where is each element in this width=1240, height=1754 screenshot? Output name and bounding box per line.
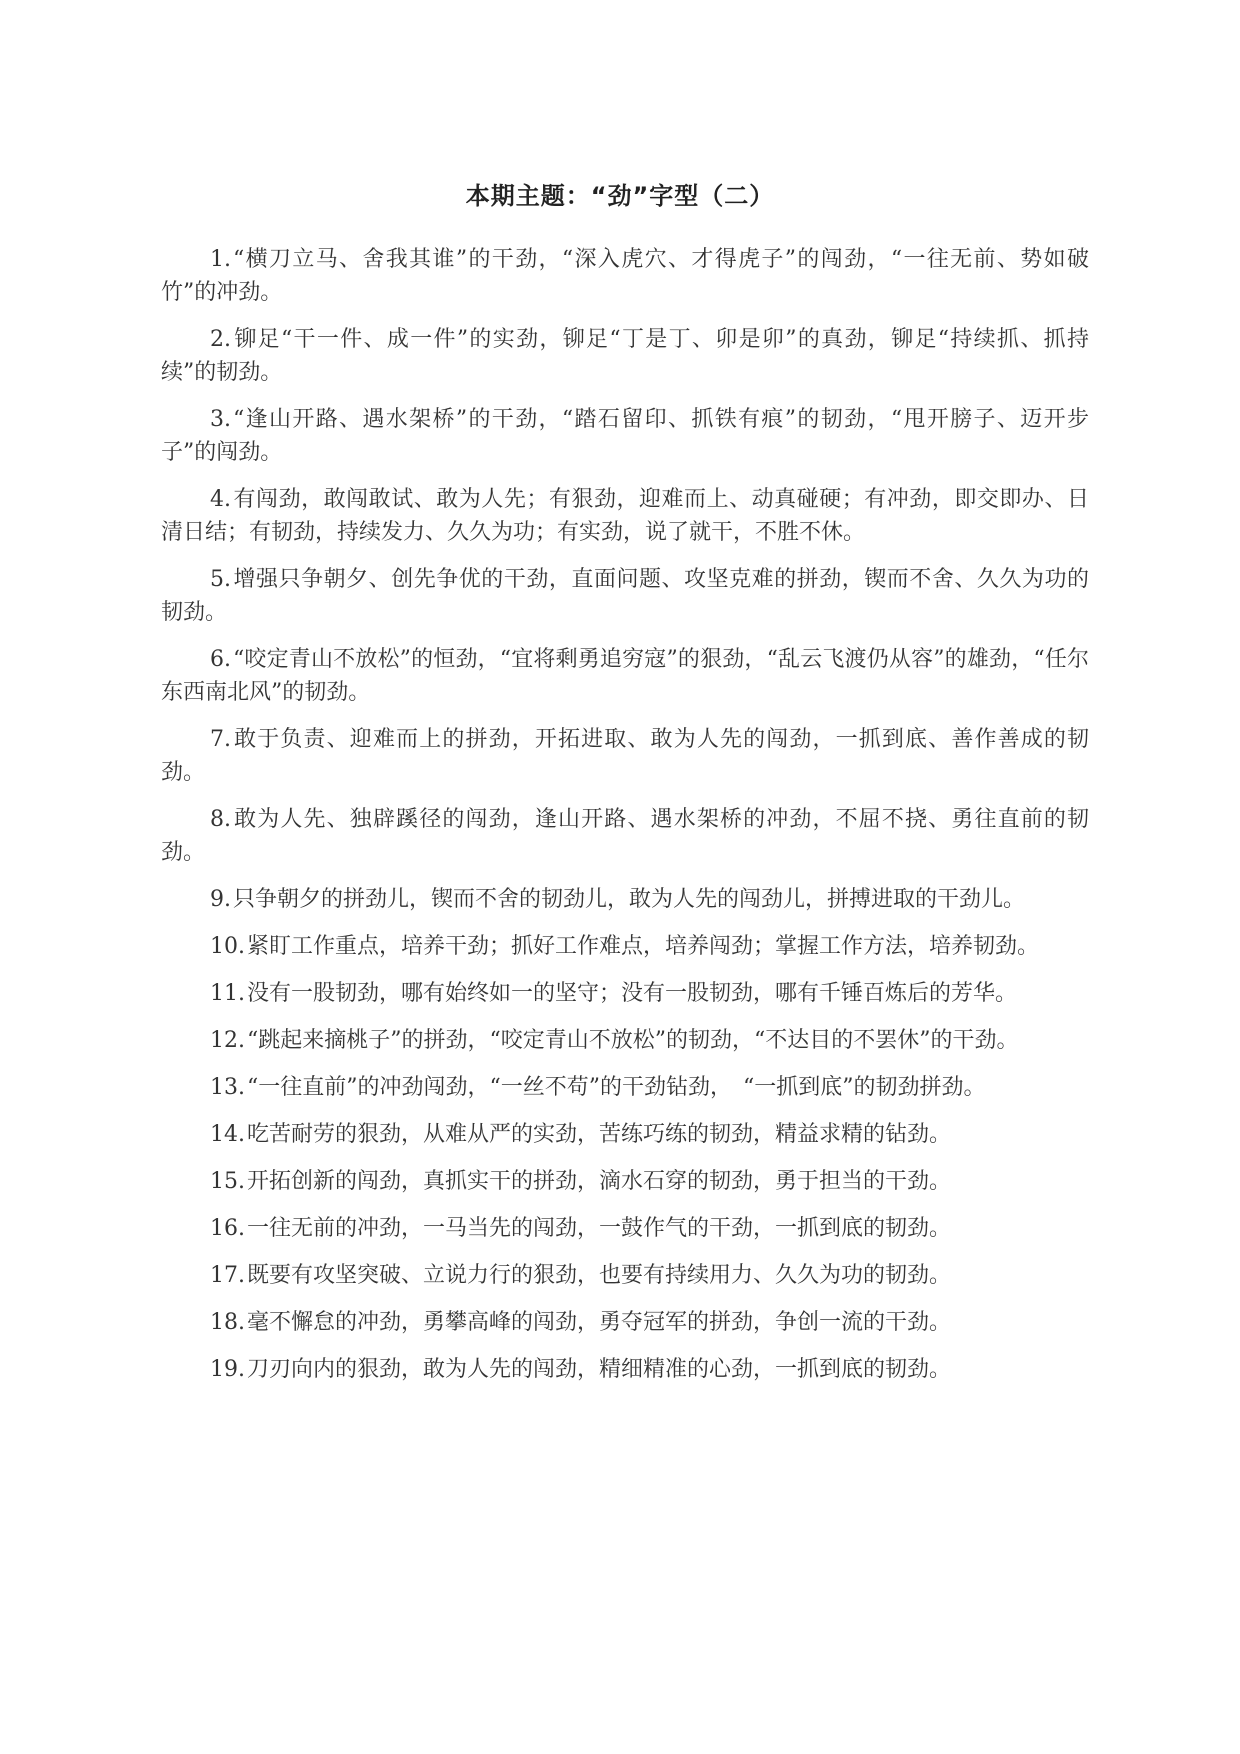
item-number: 18. xyxy=(210,1310,245,1335)
item-number: 5. xyxy=(210,567,231,592)
item-number: 12. xyxy=(210,1028,245,1053)
item-text: 紧盯工作重点，培养干劲；抓好工作难点，培养闯劲；掌握工作方法，培养韧劲。 xyxy=(247,934,1040,959)
item-number: 19. xyxy=(210,1357,245,1382)
list-item xyxy=(161,323,1089,389)
item-number: 13. xyxy=(210,1075,245,1100)
list-item xyxy=(161,803,1089,869)
item-number: 17. xyxy=(210,1263,245,1288)
item-text: 敢为人先、独辟蹊径的闯劲，逢山开路、遇水架桥的冲劲，不屈不挠、勇往直前的韧劲。 xyxy=(161,807,1089,865)
item-number: 4. xyxy=(210,487,231,512)
list-item xyxy=(161,723,1089,789)
item-text: 有闯劲，敢闯敢试、敢为人先；有狠劲，迎难而上、动真碰硬；有冲劲，即交即办、日清日结；有韧劲，持续发力、久久为功；有实劲，说了就干，不胜不休。 xyxy=(161,487,1089,545)
item-text: 一往无前的冲劲，一马当先的闯劲，一鼓作气的干劲，一抓到底的韧劲。 xyxy=(247,1216,952,1241)
item-text: 刀刃向内的狠劲，敢为人先的闯劲，精细精准的心劲，一抓到底的韧劲。 xyxy=(247,1357,952,1382)
list-item xyxy=(161,1353,1089,1386)
item-number: 8. xyxy=(210,807,231,832)
item-text: 增强只争朝夕、创先争优的干劲，直面问题、攻坚克难的拼劲，锲而不舍、久久为功的韧劲。 xyxy=(161,567,1089,625)
item-number: 10. xyxy=(210,934,245,959)
item-text: 毫不懈怠的冲劲，勇攀高峰的闯劲，勇夺冠军的拼劲，争创一流的干劲。 xyxy=(247,1310,952,1335)
item-text: “逢山开路、遇水架桥”的干劲，“踏石留印、抓铁有痕”的韧劲，“甩开膀子、迈开步子”的闯劲。 xyxy=(161,407,1089,465)
list-item xyxy=(161,483,1089,549)
list-item xyxy=(161,1259,1089,1292)
list-item xyxy=(161,883,1089,916)
item-text: 没有一股韧劲，哪有始终如一的坚守；没有一股韧劲，哪有千锤百炼后的芳华。 xyxy=(247,981,1018,1006)
list-item xyxy=(161,403,1089,469)
item-number: 14. xyxy=(210,1122,245,1147)
item-text: “横刀立马、舍我其谁”的干劲，“深入虎穴、才得虎子”的闯劲，“一往无前、势如破竹”的冲劲。 xyxy=(161,247,1089,305)
list-item xyxy=(161,930,1089,963)
list-item xyxy=(161,243,1089,309)
list-item xyxy=(161,977,1089,1010)
item-text: “跳起来摘桃子”的拼劲，“咬定青山不放松”的韧劲，“不达目的不罢休”的干劲。 xyxy=(247,1028,1019,1053)
item-number: 9. xyxy=(210,887,231,912)
list-item xyxy=(161,1212,1089,1245)
page-title: 本期主题：“劲”字型（二） xyxy=(465,182,775,210)
item-number: 15. xyxy=(210,1169,245,1194)
item-text: “一往直前”的冲劲闯劲，“一丝不苟”的干劲钻劲， “一抓到底”的韧劲拼劲。 xyxy=(247,1075,986,1100)
item-number: 16. xyxy=(210,1216,245,1241)
list-item xyxy=(161,1118,1089,1151)
item-text: 只争朝夕的拼劲儿，锲而不舍的韧劲儿，敢为人先的闯劲儿，拼搏进取的干劲儿。 xyxy=(233,887,1026,912)
item-number: 7. xyxy=(210,727,231,752)
list-item xyxy=(161,1165,1089,1198)
item-number: 1. xyxy=(210,247,231,272)
item-text: 敢于负责、迎难而上的拼劲，开拓进取、敢为人先的闯劲，一抓到底、善作善成的韧劲。 xyxy=(161,727,1089,785)
item-text: 吃苦耐劳的狠劲，从难从严的实劲，苦练巧练的韧劲，精益求精的钻劲。 xyxy=(247,1122,952,1147)
item-text: “咬定青山不放松”的恒劲，“宜将剩勇追穷寇”的狠劲，“乱云飞渡仍从容”的雄劲，“任尔东西南北风”的韧劲。 xyxy=(161,647,1089,705)
item-list xyxy=(161,243,1089,1400)
item-text: 开拓创新的闯劲，真抓实干的拼劲，滴水石穿的韧劲，勇于担当的干劲。 xyxy=(247,1169,952,1194)
list-item xyxy=(161,1306,1089,1339)
list-item xyxy=(161,643,1089,709)
item-text: 铆足“干一件、成一件”的实劲，铆足“丁是丁、卯是卯”的真劲，铆足“持续抓、抓持续”的韧劲。 xyxy=(161,327,1089,385)
list-item xyxy=(161,1071,1089,1104)
list-item xyxy=(161,1024,1089,1057)
item-text: 既要有攻坚突破、立说力行的狠劲，也要有持续用力、久久为功的韧劲。 xyxy=(247,1263,952,1288)
item-number: 11. xyxy=(210,981,245,1006)
item-number: 3. xyxy=(210,407,231,432)
item-number: 2. xyxy=(210,327,231,352)
item-number: 6. xyxy=(210,647,231,672)
list-item xyxy=(161,563,1089,629)
